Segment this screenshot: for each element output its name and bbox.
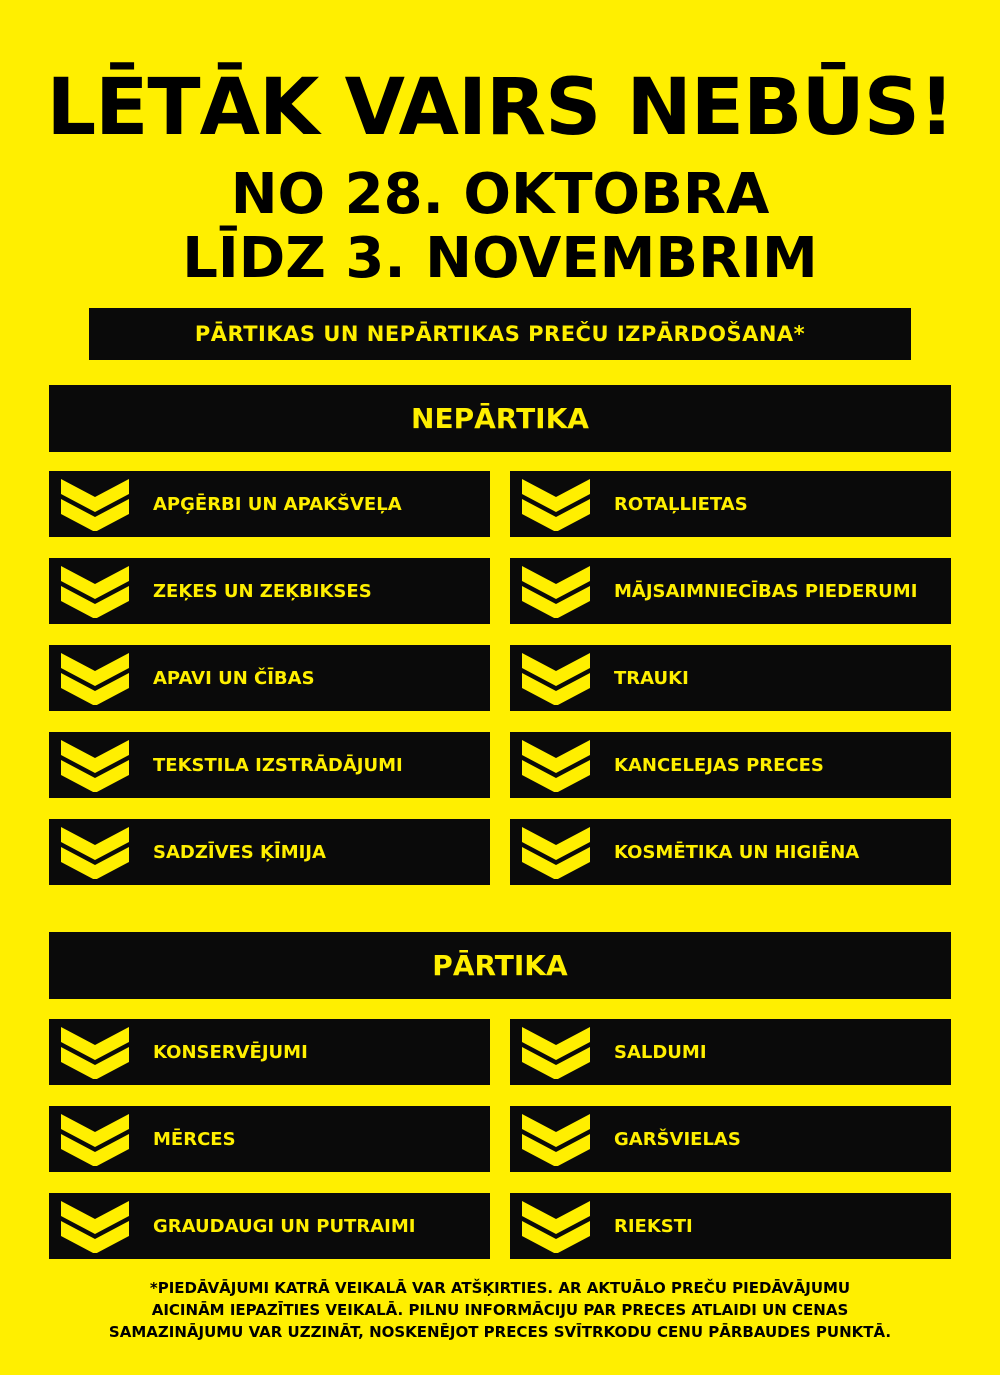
category-item: [510, 732, 951, 798]
category-label: SADZĪVES ĶĪMIJA: [153, 841, 326, 863]
headline: LĒTĀK VAIRS NEBŪS!: [46, 63, 954, 153]
category-label: KANCELEJAS PRECES: [614, 754, 824, 776]
sale-banner: PĀRTIKAS UN NEPĀRTIKAS PREČU IZPĀRDOŠANA*: [89, 308, 911, 360]
category-item: [510, 558, 951, 624]
category-label: MĀJSAIMNIECĪBAS PIEDERUMI: [614, 580, 918, 602]
double-chevron-down-icon: [61, 1112, 129, 1166]
category-item: [510, 1106, 951, 1172]
double-chevron-down-icon: [61, 1025, 129, 1079]
category-item: [510, 819, 951, 885]
category-item: [510, 1193, 951, 1259]
double-chevron-down-icon: [522, 564, 590, 618]
category-label: ROTAĻLIETAS: [614, 493, 748, 515]
category-item: [49, 471, 490, 537]
double-chevron-down-icon: [61, 564, 129, 618]
category-label: MĒRCES: [153, 1128, 236, 1150]
food-section-header: PĀRTIKA: [49, 932, 951, 999]
category-item: [49, 645, 490, 711]
double-chevron-down-icon: [61, 651, 129, 705]
footnote: [0, 1277, 1000, 1343]
footnote-line: AICINĀM IEPAZĪTIES VEIKALĀ. PILNU INFORMĀCIJU PAR PRECES ATLAIDI UN CENAS: [151, 1301, 849, 1319]
category-item: [49, 558, 490, 624]
category-item: [49, 819, 490, 885]
category-item: [49, 1019, 490, 1085]
category-label: RIEKSTI: [614, 1215, 693, 1237]
double-chevron-down-icon: [522, 477, 590, 531]
category-item: [49, 732, 490, 798]
double-chevron-down-icon: [522, 1112, 590, 1166]
category-label: KONSERVĒJUMI: [153, 1041, 308, 1063]
double-chevron-down-icon: [61, 738, 129, 792]
double-chevron-down-icon: [522, 738, 590, 792]
food-grid: [49, 1019, 951, 1259]
category-item: [49, 1193, 490, 1259]
footnote-line: SAMAZINĀJUMU VAR UZZINĀT, NOSKENĒJOT PRECES SVĪTRKODU CENU PĀRBAUDES PUNKTĀ.: [108, 1323, 892, 1341]
category-label: TEKSTILA IZSTRĀDĀJUMI: [153, 754, 403, 776]
category-label: APĢĒRBI UN APAKŠVEĻA: [153, 493, 402, 515]
category-label: ZEĶES UN ZEĶBIKSES: [153, 580, 372, 602]
category-item: [49, 1106, 490, 1172]
category-label: GARŠVIELAS: [614, 1128, 741, 1150]
category-label: KOSMĒTIKA UN HIGIĒNA: [614, 841, 860, 863]
date-to: LĪDZ 3. NOVEMBRIM: [182, 226, 818, 291]
category-item: [510, 1019, 951, 1085]
double-chevron-down-icon: [522, 1199, 590, 1253]
double-chevron-down-icon: [61, 1199, 129, 1253]
category-item: [510, 645, 951, 711]
double-chevron-down-icon: [522, 651, 590, 705]
footnote-line: *PIEDĀVĀJUMI KATRĀ VEIKALĀ VAR ATŠĶIRTIES. AR AKTUĀLO PREČU PIEDĀVĀJUMU: [149, 1279, 851, 1297]
double-chevron-down-icon: [61, 477, 129, 531]
nonfood-section-header: NEPĀRTIKA: [49, 385, 951, 452]
category-label: TRAUKI: [614, 667, 689, 689]
date-from: NO 28. OKTOBRA: [230, 162, 770, 227]
category-label: SALDUMI: [614, 1041, 707, 1063]
double-chevron-down-icon: [61, 825, 129, 879]
category-label: APAVI UN ČĪBAS: [153, 667, 315, 689]
double-chevron-down-icon: [522, 1025, 590, 1079]
nonfood-grid: [49, 471, 951, 885]
category-item: [510, 471, 951, 537]
category-label: GRAUDAUGI UN PUTRAIMI: [153, 1215, 416, 1237]
double-chevron-down-icon: [522, 825, 590, 879]
